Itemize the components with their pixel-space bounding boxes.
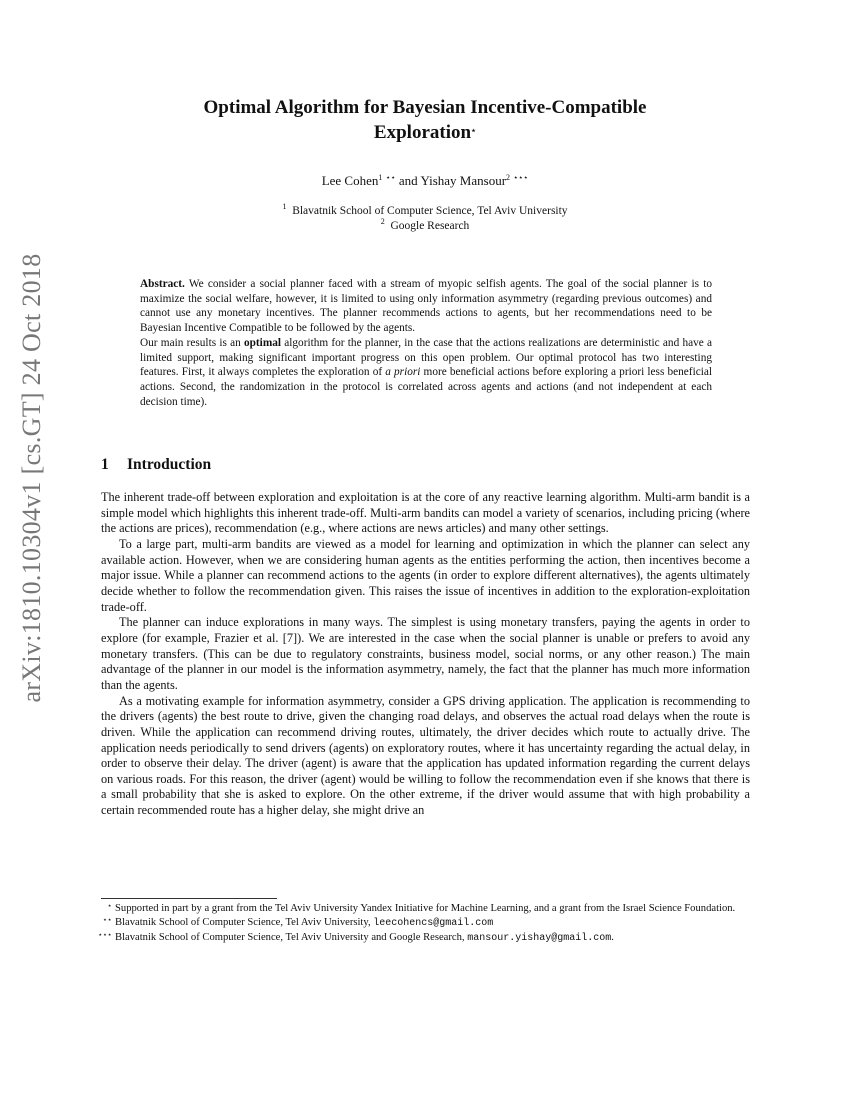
body-paragraph-4: As a motivating example for information asymmetry, consider a GPS driving application. The application is recommending to the drivers (agents) the best route to drive, given the changing road delays, and observes the actual road delays when the route is driven. While the application can recommend driving routes, ultimately, the driver decides which route to actually drive. The application needs periodically to send drivers (agents) on exploratory routes, where it has uncertainty regarding the actual delay, in order to observe their delay. The driver (agent) is aware that the application has updated information regarding the current delays on various roads. For this reason, the driver (agent) would be willing to follow the recommendation even if she knows that there is a small probability that she is asked to explore. On the other extreme, if the driver would assume that with high probability a certain recommended route has a higher delay, she might drive an (101, 693, 750, 818)
paper-title (100, 95, 750, 145)
arxiv-sidebar-stamp (2, 253, 62, 703)
abstract-p2-part-c: more beneficial actions before exploring a priori less beneficial actions. Second, the randomization in the protocol is correlated across agents and actions (and not independent at each decision time). (140, 366, 713, 408)
title-footnote-mark: ⋆ (471, 126, 477, 135)
footnotes (96, 902, 750, 945)
affiliation-1-num: 1 (282, 202, 287, 211)
footnote-3-end: . (611, 931, 614, 943)
footnote-2-email-link[interactable]: leecohencs@gmail.com (373, 917, 494, 929)
footnote-1-mark: ⋆ (107, 901, 112, 910)
affiliation-1-text: Blavatnik School of Computer Science, Tel Aviv University (292, 205, 568, 217)
section-heading (101, 456, 211, 474)
title-line-2 (100, 120, 750, 145)
abstract-p2-bold: optimal (243, 336, 282, 349)
introduction-body (101, 490, 750, 819)
author-conjunction: and (398, 173, 418, 188)
footnote-3-body (115, 931, 750, 946)
author-list (100, 173, 750, 189)
affiliation-1 (100, 204, 750, 219)
section-number: 1 (101, 456, 109, 473)
affiliation-2 (100, 219, 750, 234)
author-2-name: Yishay Mansour (420, 173, 507, 188)
body-paragraph-1: The inherent trade-off between exploration and exploitation is at the core of any reactive learning algorithm. Multi-arm bandit is a simple model which highlights this inherent trade-off. Multi-arm bandits can model a variety of scenarios, including pricing (where the actions are prices), recommendation (e.g., where actions are news articles) and many other settings. (101, 490, 750, 536)
abstract-label: Abstract. (140, 278, 185, 290)
footnote-2 (96, 916, 750, 931)
title-line-1: Optimal Algorithm for Bayesian Incentive-Compatible (203, 97, 647, 118)
footnote-3-mark: ⋆⋆⋆ (97, 929, 112, 939)
arxiv-identifier: arXiv:1810.10304v1 [cs.GT] 24 Oct 2018 (17, 253, 46, 703)
abstract-paragraph-2 (140, 336, 712, 410)
abstract-p2-part-b: algorithm for the planner, in the case that the actions realizations are deterministic and have a limited support, making significant important progress on this open problem. Our optimal protocol has two interesting features. First, it always completes the exploration of (140, 336, 713, 379)
affiliation-2-text: Google Research (390, 220, 470, 232)
author-1-affil-sup: 1 (378, 173, 383, 182)
footnote-1 (96, 902, 750, 916)
footnote-3 (96, 931, 750, 946)
title-line-2-text: Exploration (373, 122, 472, 143)
author-1-name: Lee Cohen (321, 173, 379, 188)
abstract (140, 277, 712, 409)
footnote-2-mark: ⋆⋆ (102, 914, 112, 924)
footnote-1-text: Supported in part by a grant from the Tel Aviv University Yandex Initiative for Machine Learning, and a grant from the Israel Science Foundation. (115, 903, 736, 914)
body-paragraph-2: To a large part, multi-arm bandits are viewed as a model for learning and optimization in which the planner can select any available action. However, when we are considering human agents as the entities performing the action, then incentives become a major issue. While a planner can recommend actions to the agents (in order to explore different alternatives), the agents ultimately decide whether to follow the recommendation given. This raises the issue of incentives in addition to the exploration-exploitation trade-off. (101, 536, 750, 614)
author-1-footnote-mark: ⋆⋆ (385, 173, 396, 182)
affiliation-2-num: 2 (380, 217, 385, 226)
abstract-p2-italic: a priori (385, 366, 421, 379)
abstract-p1-text: We consider a social planner faced with a stream of myopic selfish agents. The goal of the social planner is to maximize the social welfare, however, it is limited to using only information asymmetry (regarding previous outcomes) and cannot use any monetary incentives. The planner recommends actions to agents, but her recommendations need to be Bayesian Incentive Compatible to be followed by the agents. (140, 278, 713, 335)
footnote-2-text: Blavatnik School of Computer Science, Tel Aviv University, (115, 916, 371, 928)
footnote-3-text: Blavatnik School of Computer Science, Tel Aviv University and Google Research, (115, 931, 465, 943)
affiliations (100, 204, 750, 234)
section-title: Introduction (127, 456, 212, 473)
footnote-2-body (115, 916, 750, 931)
footnote-rule (101, 898, 277, 899)
body-paragraph-3: The planner can induce explorations in many ways. The simplest is using monetary transfers, paying the agents in order to explore (for example, Frazier et al. [7]). We are interested in the case when the social planner is unable or prefers to avoid any monetary transfers. (This can be due to regulatory constraints, business model, social norms, or any other reason.) The main advantage of the planner in our model is the information asymmetry, namely, the fact that the planner has much more information than the agents. (101, 615, 750, 692)
author-2-affil-sup: 2 (506, 173, 511, 182)
abstract-paragraph-1 (140, 277, 712, 336)
abstract-p2-part-a: Our main results is an (140, 336, 241, 349)
author-2-footnote-mark: ⋆⋆⋆ (513, 173, 529, 182)
footnote-3-email-link[interactable]: mansour.yishay@gmail.com (467, 932, 612, 944)
